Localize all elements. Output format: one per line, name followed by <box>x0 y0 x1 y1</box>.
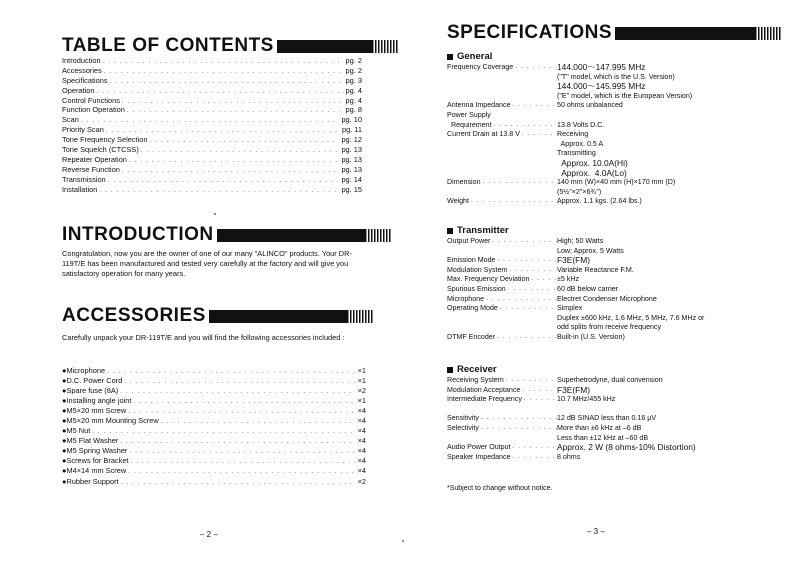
leader-dots <box>513 101 558 111</box>
spec-key <box>447 395 557 405</box>
leader-dots <box>141 147 340 157</box>
leader-dots <box>124 377 355 387</box>
accessories-paragraph: Carefully unpack your DR-119T/E and you will find the following accessories included : <box>62 333 345 342</box>
toc-entry <box>62 155 362 165</box>
toc-entry <box>62 185 362 195</box>
spec-key-blank <box>447 82 557 92</box>
spec-value: 8 ohms <box>557 452 581 461</box>
accessory-item <box>62 477 366 487</box>
accessory-item-value: ×4 <box>357 406 366 416</box>
spec-key-text: Emission Mode <box>447 256 496 265</box>
spec-value: Electret Condenser Microphone <box>557 294 657 303</box>
spec-key <box>447 285 557 295</box>
toc-heading <box>62 35 398 57</box>
general-heading <box>447 51 492 62</box>
accessory-item-value: ×4 <box>357 426 366 436</box>
accessory-item-value: ×1 <box>357 366 366 375</box>
accessory-item <box>62 386 366 396</box>
toc-entry <box>62 96 362 106</box>
leader-dots <box>130 457 355 467</box>
toc-entry-value: pg. 2 <box>345 56 362 65</box>
accessory-item-value: ×4 <box>357 456 366 466</box>
accessory-item-label: ●D.C. Power Cord <box>62 376 123 386</box>
spec-row <box>447 314 767 324</box>
spec-value: (5½"×2"×6¾") <box>557 187 602 196</box>
receiver-heading <box>447 364 497 375</box>
leader-dots <box>486 295 557 305</box>
spec-value: Approx. 10.0A(Hi) <box>557 157 628 168</box>
spec-key-text: Spurious Emission <box>447 284 506 293</box>
spec-key <box>447 443 557 453</box>
accessory-item-label: ●Installing angle joint <box>62 396 132 406</box>
spec-row <box>447 395 767 405</box>
spec-key-text: Operating Mode <box>447 304 498 313</box>
accessory-item-label: ●M5×20 mm Screw <box>62 406 127 416</box>
leader-dots <box>481 424 557 434</box>
spec-key <box>447 237 557 247</box>
spec-key <box>447 256 557 266</box>
spec-key <box>447 376 557 386</box>
spec-key-text: Selectivity <box>447 423 479 432</box>
toc-entry <box>62 76 362 86</box>
leader-dots <box>515 63 557 73</box>
spec-value: 12 dB SINAD less than 0.16 μV <box>557 414 657 423</box>
leader-dots <box>121 478 356 488</box>
toc-entry-label: Function Operation <box>62 105 125 115</box>
leader-dots <box>110 78 344 88</box>
leader-dots <box>92 427 355 437</box>
spec-value: Receiving <box>557 130 589 139</box>
spec-value: F3E(FM) <box>557 255 591 266</box>
spec-row <box>447 323 767 333</box>
toc-entry-label: Priority Scan <box>62 125 104 135</box>
leader-dots <box>127 107 344 117</box>
leader-dots <box>494 121 557 131</box>
toc-entry-value: pg. 10 <box>341 115 362 125</box>
spec-row <box>447 405 767 415</box>
spec-key-blank <box>447 188 557 198</box>
spec-key-text: Modulation Acceptance <box>447 385 521 394</box>
spec-key-blank <box>447 73 557 83</box>
transmitter-heading <box>447 225 509 236</box>
toc-entry-value: pg. 15 <box>341 184 362 194</box>
spec-key-text: Dimension <box>447 178 481 187</box>
spec-value: F3E(FM) <box>557 384 591 395</box>
toc-entry <box>62 125 362 135</box>
spec-key-blank <box>447 405 557 415</box>
spec-row <box>447 304 767 314</box>
toc-entry-label: Reverse Function <box>62 164 120 174</box>
spec-value <box>557 111 767 121</box>
square-bullet-icon <box>447 228 453 234</box>
spec-key-text: Microphone <box>447 294 485 303</box>
spec-row <box>447 101 767 111</box>
leader-dots <box>522 130 557 140</box>
spec-row <box>447 376 767 386</box>
spec-key <box>447 121 557 131</box>
spec-row <box>447 121 767 131</box>
spec-key <box>447 295 557 305</box>
toc-entry-label: Repeater Operation <box>62 154 127 164</box>
spec-value: Approx. 0.5 A <box>557 139 604 148</box>
accessory-item-value: ×2 <box>357 476 366 486</box>
spec-row <box>447 130 767 140</box>
spec-value: Approx. 1.1 kgs. (2.64 lbs.) <box>557 197 642 206</box>
toc-entry <box>62 175 362 185</box>
spec-row <box>447 275 767 285</box>
toc-entry <box>62 86 362 96</box>
toc-entry-label: Introduction <box>62 56 101 65</box>
leader-dots <box>108 177 340 187</box>
spec-value: Approx. 2 W (8 ohms-10% Distortion) <box>557 442 696 453</box>
accessory-item-label: ●M4×14 mm Screw <box>62 466 127 476</box>
accessory-item <box>62 406 366 416</box>
spec-value: More than ±6 kHz at –6 dB <box>557 423 642 432</box>
leader-dots <box>471 197 557 207</box>
toc-entry <box>62 135 362 145</box>
spec-key <box>447 197 557 207</box>
page-number: – 3 – <box>587 527 605 536</box>
spec-value: High; 50 Watts <box>557 237 604 245</box>
page-number: – 2 – <box>200 530 218 539</box>
footnote: *Subject to change without notice. <box>447 485 553 492</box>
spec-key-blank <box>447 149 557 159</box>
toc-entry <box>62 56 362 66</box>
spec-value: 50 ohms unbalanced <box>557 101 623 110</box>
toc-entry-value: pg. 3 <box>345 75 362 85</box>
spec-value: Simplex <box>557 304 583 313</box>
square-bullet-icon <box>447 367 453 373</box>
leader-dots <box>500 304 557 314</box>
toc-entry-label: Scan <box>62 115 79 125</box>
spec-row <box>447 295 767 305</box>
toc-entry-value: pg. 8 <box>345 105 362 115</box>
spec-key <box>447 101 557 111</box>
spec-key-blank <box>447 169 557 179</box>
spec-key-blank <box>447 434 557 444</box>
toc-entry-value: pg. 13 <box>341 154 362 164</box>
spec-value: ("T" model, which is the U.S. Version) <box>557 72 675 81</box>
spec-value: 144.000～145.995 MHz <box>557 81 646 92</box>
receiver-specs <box>447 376 767 462</box>
spec-key <box>447 63 557 73</box>
spec-row <box>447 140 767 150</box>
spec-value: 10.7 MHz/455 kHz <box>557 395 616 404</box>
general-title: General <box>457 51 493 62</box>
spec-key-text: Power Supply <box>447 110 491 119</box>
leader-dots <box>103 58 344 68</box>
spec-key-text: Antenna Impedance <box>447 101 511 110</box>
spec-key-text: Output Power <box>447 237 491 245</box>
leader-dots <box>133 397 355 407</box>
toc-entry <box>62 145 362 155</box>
spec-value: 144.000～147.995 MHz <box>557 62 646 72</box>
spec-value: Built-in (U.S. Version) <box>557 332 625 341</box>
spec-key-text: Weight <box>447 197 469 206</box>
spec-row <box>447 237 767 247</box>
spec-key <box>447 386 557 396</box>
toc-entry-label: Specifications <box>62 75 108 85</box>
spec-row <box>447 333 767 343</box>
spec-value: Low; Approx. 5 Watts <box>557 246 624 255</box>
leader-dots <box>122 167 340 177</box>
spec-value: Superhetrodyne, dual convension <box>557 376 663 384</box>
spec-key <box>447 130 557 140</box>
spec-value: 140 mm (W)×40 mm (H)×170 mm (D) <box>557 178 676 187</box>
spec-value <box>557 405 767 415</box>
leader-dots <box>513 443 558 453</box>
leader-dots <box>96 88 343 98</box>
toc-entry-label: Transmission <box>62 174 106 184</box>
spec-value: Approx. 4.0A(Lo) <box>557 167 627 178</box>
spec-key-text: Audio Power Output <box>447 443 511 452</box>
leader-dots <box>509 266 557 276</box>
leader-dots <box>483 178 557 188</box>
toc-entry-value: pg. 11 <box>342 125 362 135</box>
spec-key-blank <box>447 314 557 324</box>
leader-dots <box>128 407 355 417</box>
leader-dots <box>492 237 557 247</box>
leader-dots <box>107 367 355 377</box>
accessory-item-label: ●M5 Flat Washer <box>62 436 119 446</box>
accessory-item-label: ●Spare fuse (8A) <box>62 386 119 396</box>
accessory-item-value: ×4 <box>357 416 366 426</box>
accessory-item-label: ●Microphone <box>62 366 106 375</box>
accessory-item <box>62 436 366 446</box>
leader-dots <box>508 285 557 295</box>
leader-dots <box>104 68 344 78</box>
toc-entry-value: pg. 4 <box>345 85 362 95</box>
spec-value: Less than ±12 kHz at –60 dB <box>557 433 649 442</box>
accessory-item-value: ×4 <box>357 436 366 446</box>
spec-row <box>447 443 767 453</box>
transmitter-specs <box>447 237 767 343</box>
spec-key-text: Requirement <box>447 120 492 129</box>
spec-key-text: Sensitivity <box>447 414 479 423</box>
leader-dots <box>531 275 557 285</box>
heading-bar <box>217 229 391 242</box>
spec-key-text: Receiving System <box>447 376 504 384</box>
accessories-heading <box>62 305 373 327</box>
accessory-item-value: ×4 <box>357 466 366 476</box>
toc-entry-value: pg. 13 <box>341 145 362 155</box>
general-specs <box>447 63 767 207</box>
accessory-item <box>62 466 366 476</box>
spec-key <box>447 111 557 121</box>
accessory-item-label: ●M5 Nut <box>62 426 91 436</box>
spec-key-text: Modulation System <box>447 265 508 274</box>
toc-entry-label: Control Functions <box>62 95 120 105</box>
accessory-item-label: ●M5 Spring Washer <box>62 446 128 456</box>
leader-dots <box>498 256 558 266</box>
spec-title: SPECIFICATIONS <box>447 22 612 43</box>
spec-value: ("E" model, which is the European Version) <box>557 91 693 100</box>
accessory-item <box>62 416 366 426</box>
toc-entry-label: Accessories <box>62 65 102 75</box>
toc-entry-label: Operation <box>62 85 95 95</box>
leader-dots <box>149 137 339 147</box>
accessory-item-value: ×2 <box>357 386 366 396</box>
square-bullet-icon <box>447 54 453 60</box>
spec-value: Variable Reactance F.M. <box>557 265 634 274</box>
spec-key-blank <box>447 247 557 257</box>
spec-key <box>447 333 557 343</box>
toc-entry <box>62 66 362 76</box>
intro-paragraph: Congratulation, now you are the owner of one of our many "ALINCO" products. Your DR-119T/E has been manufactured and tested very carefully at the factory and will give you satisfactory operation for many years. <box>62 249 352 279</box>
spec-key-text: Frequency Coverage <box>447 63 514 71</box>
toc-entry-value: pg. 13 <box>341 164 362 174</box>
leader-dots <box>513 453 558 463</box>
intro-title: INTRODUCTION <box>62 224 214 245</box>
toc-entry <box>62 165 362 175</box>
accessory-item-label: ●Rubber Support <box>62 476 119 486</box>
spec-row <box>447 92 767 102</box>
spec-row <box>447 63 767 73</box>
leader-dots <box>524 395 557 405</box>
toc-entry-label: Installation <box>62 184 98 194</box>
spec-key-text: Speaker Impedance <box>447 452 511 461</box>
leader-dots <box>161 417 356 427</box>
leader-dots <box>481 414 557 424</box>
toc-entry <box>62 105 362 115</box>
spec-row <box>447 256 767 266</box>
spec-key <box>447 178 557 188</box>
leader-dots <box>497 333 557 343</box>
leader-dots <box>128 467 355 477</box>
spec-row <box>447 247 767 257</box>
receiver-title: Receiver <box>457 364 497 375</box>
spec-value: ±5 kHz <box>557 275 580 284</box>
spec-row <box>447 453 767 463</box>
spec-key <box>447 453 557 463</box>
spec-row <box>447 386 767 396</box>
spec-row <box>447 414 767 424</box>
accessory-item-value: ×1 <box>357 376 366 386</box>
spec-key <box>447 275 557 285</box>
accessory-item-label: ●Screws for Bracket <box>62 456 129 466</box>
speck <box>214 213 216 215</box>
toc-entry-label: Tone Squelch (CTCSS) <box>62 145 139 155</box>
table-of-contents <box>62 56 362 194</box>
spec-key <box>447 266 557 276</box>
heading-bar <box>277 40 398 53</box>
accessory-item <box>62 456 366 466</box>
spec-key-blank <box>447 323 557 333</box>
heading-bar <box>209 310 373 323</box>
spec-key <box>447 424 557 434</box>
intro-heading <box>62 224 391 246</box>
accessory-item <box>62 446 366 456</box>
toc-entry-value: pg. 12 <box>341 135 362 145</box>
accessory-item <box>62 426 366 436</box>
spec-key-text: DTMF Encoder <box>447 332 496 341</box>
leader-dots <box>506 376 557 386</box>
spec-row <box>447 188 767 198</box>
leader-dots <box>99 187 339 197</box>
leader-dots <box>522 386 557 396</box>
accessory-item-value: ×1 <box>357 396 366 406</box>
spec-row <box>447 266 767 276</box>
spec-key-blank <box>447 140 557 150</box>
spec-key-text: Intermediate Frequency <box>447 395 522 404</box>
leader-dots <box>129 157 340 167</box>
spec-row <box>447 111 767 121</box>
spec-key <box>447 414 557 424</box>
accessory-item <box>62 396 366 406</box>
accessory-item <box>62 366 366 376</box>
toc-entry-label: Tone Frequency Selection <box>62 135 148 145</box>
accessories-title: ACCESSORIES <box>62 305 206 326</box>
spec-row <box>447 197 767 207</box>
spec-value: Duplex ±600 kHz, 1.6 MHz, 5 MHz, 7.6 MHz or <box>557 313 705 322</box>
leader-dots <box>129 447 355 457</box>
spec-key-text: Current Drain at 13.8 V <box>447 130 520 139</box>
leader-dots <box>81 117 340 127</box>
spec-row <box>447 178 767 188</box>
toc-title: TABLE OF CONTENTS <box>62 35 274 56</box>
spec-key-blank <box>447 92 557 102</box>
spec-value: Transmitting <box>557 149 596 158</box>
spec-row <box>447 285 767 295</box>
spec-key-text: Max. Frequency Deviation <box>447 275 530 284</box>
leader-dots <box>120 437 355 447</box>
specifications-heading <box>447 22 781 44</box>
toc-entry-value: pg. 14 <box>341 174 362 184</box>
spec-key <box>447 304 557 314</box>
accessories-list <box>62 366 366 487</box>
accessory-item-label: ●M5×20 mm Mounting Screw <box>62 416 159 426</box>
spec-key-blank <box>447 159 557 169</box>
heading-bar <box>615 27 781 40</box>
spec-row <box>447 82 767 92</box>
spec-row <box>447 424 767 434</box>
spec-value: 13.8 Volts D.C. <box>557 120 605 129</box>
speck <box>402 540 404 542</box>
accessory-item-value: ×4 <box>357 446 366 456</box>
toc-entry <box>62 115 362 125</box>
spec-row <box>447 169 767 179</box>
toc-entry-value: pg. 4 <box>345 95 362 105</box>
leader-dots <box>120 387 355 397</box>
spec-value: 60 dB below carrier <box>557 284 619 293</box>
accessory-item <box>62 376 366 386</box>
spec-value: odd splits from receive frequency <box>557 323 662 332</box>
toc-entry-value: pg. 2 <box>345 65 362 75</box>
transmitter-title: Transmitter <box>457 225 509 236</box>
leader-dots <box>122 98 344 108</box>
